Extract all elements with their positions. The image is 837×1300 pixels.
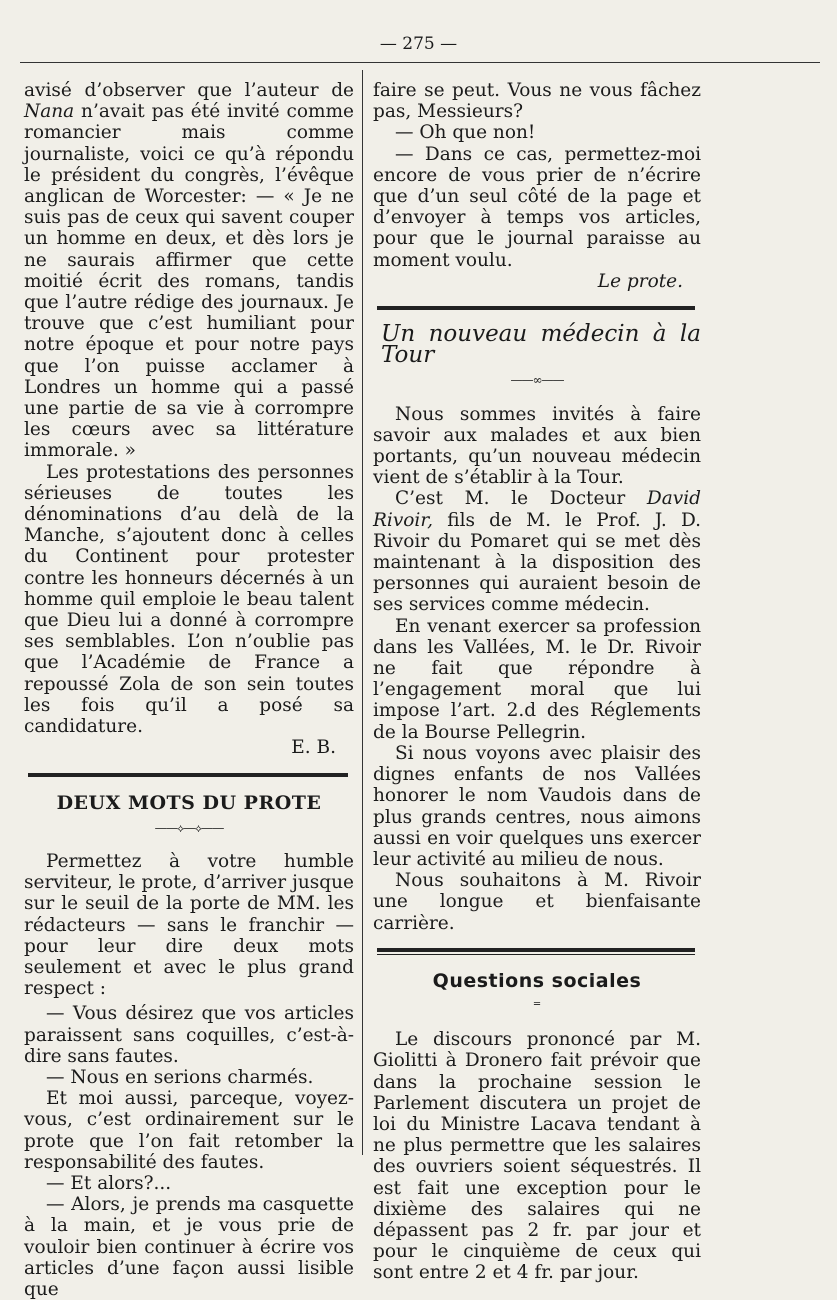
- signature-le-prote: Le prote.: [597, 270, 683, 292]
- section-rule: [28, 773, 348, 777]
- paragraph-giolitti: Le discours prononcé par M. Giolitti à Dronero fait prévoir que dans la prochaine session le Parlement discutera un projet de loi du Ministre Lacava tendant à ne plus permettre que les salaires des ouvriers soient séquestrés. Il est fait une exception pour le dixième des salaires qui ne dépassent pas 2 fr. par jour et pour le cinquième de ceux qui sont entre 2 et 4 fr. par jour.: [373, 1029, 701, 1284]
- paragraph-dans-ce-cas: — Dans ce cas, permettez-moi encore de vous prier de n’écrire que d’un seul côté de la page et d’envoyer à temps vos articles, pour que le journal paraisse au moment voulu.: [373, 143, 701, 271]
- page-number: — 275 —: [379, 34, 458, 54]
- section-rule: [377, 306, 695, 310]
- paragraph-oh-que-non: — Oh que non!: [395, 122, 536, 144]
- paragraph-zola-congress: [24, 80, 354, 462]
- text-run: C’est M. le Docteur: [395, 488, 647, 510]
- text-run: n’avait pas été invité comme romancier mais comme journaliste, voici ce qu’à répondu le président du congrès, l’évêque anglican de Worcester: — « Je ne suis pas de ceux qui savent couper un homme en deux, et dès lors je ne saurais affirmer que cette moitié écrit des romans, tandis que l’autre rédige des journaux. Je trouve que c’est humiliant pour notre époque et pour notre pays que l’on puisse acclamer à Londres un homme qui a passé une partie de sa vie à corrompre les cœurs avec sa littérature immorale. »: [24, 101, 354, 462]
- title-ornament: ——∞——: [510, 373, 564, 388]
- italic-text: Nana: [24, 101, 75, 123]
- paragraph-nous-sommes: Nous sommes invités à faire savoir aux malades et aux bien portants, qu’un nouveau médecin vient de s’établir à la Tour.: [373, 403, 701, 489]
- paragraph-continuation: faire se peut. Vous ne vous fâchez pas, Messieurs?: [373, 80, 701, 123]
- signature-eb: E. B.: [291, 737, 336, 759]
- paragraph-dialogue-3: Et moi aussi, parceque, voyez-vous, c’est ordinairement sur le prote que l’on fait retomber la responsabilité des fautes.: [24, 1088, 354, 1173]
- paragraph-en-venant: En venant exercer sa profession dans les Vallées, M. le Dr. Rivoir ne fait que répondre à l’engagement moral que lui impose l’art. 2.d des Réglements de la Bourse Pellegrin.: [373, 615, 701, 743]
- section-title-deux-mots: DEUX MOTS DU PROTE: [56, 791, 322, 814]
- right-column: [373, 80, 701, 1284]
- section-title-nouveau-medecin: Un nouveau médecin à la Tour: [381, 321, 701, 369]
- italic-text: David Rivoir,: [373, 488, 701, 531]
- title-ornament: ═: [533, 998, 541, 1010]
- text-run: fils de M. le Prof. J. D. Rivoir du Pomaret qui se met dès maintenant à la disposition des personnes qui auraient besoin de ses services comme médecin.: [373, 509, 701, 616]
- paragraph-protestations: Les protestations des personnes sérieuses de toutes les dénominations d’au delà de la Manche, s’ajoutent donc à celles du Continent pour protester contre les honneurs décernés à un homme quil emploie le beau talent que Dieu lui a donné à corrompre ses semblables. L’on n’oublie pas que l’Académie de France a repoussé Zola de son sein toutes les fois qu’il a posé sa candidature.: [24, 461, 354, 738]
- section-title-questions-sociales: Questions sociales: [432, 969, 642, 992]
- text-run: avisé d’observer que l’auteur de: [24, 80, 354, 101]
- title-ornament: ——⟡—⟡——: [154, 820, 224, 835]
- left-column: [24, 80, 354, 1300]
- paragraph-docteur-rivoir: [373, 488, 701, 615]
- column-divider: [362, 70, 363, 1155]
- paragraph-dialogue-1: — Vous désirez que vos articles paraissent sans coquilles, c’est-à-dire sans fautes.: [24, 1003, 354, 1067]
- paragraph-dialogue-2: — Nous en serions charmés.: [46, 1066, 314, 1088]
- paragraph-souhaitons: Nous souhaitons à M. Rivoir une longue et bienfaisante carrière.: [373, 870, 701, 934]
- paragraph-permettez: Permettez à votre humble serviteur, le prote, d’arriver jusque sur le seuil de la porte de MM. les rédacteurs — sans le franchir — pour leur dire deux mots seulement et avec le plus grand respect :: [24, 850, 354, 1000]
- paragraph-dialogue-5: — Alors, je prends ma casquette à la main, et je vous prie de vouloir bien continuer à écrire vos articles d’une façon aussi lisible que: [24, 1194, 354, 1300]
- section-rule: [377, 948, 695, 955]
- paragraph-si-nous: Si nous voyons avec plaisir des dignes enfants de nos Vallées honorer le nom Vaudois dans de plus grands centres, nous aimons aussi en voir quelques uns exercer leur activité au milieu de nous.: [373, 742, 701, 870]
- header-rule: [20, 62, 820, 63]
- paragraph-dialogue-4: — Et alors?...: [46, 1172, 172, 1194]
